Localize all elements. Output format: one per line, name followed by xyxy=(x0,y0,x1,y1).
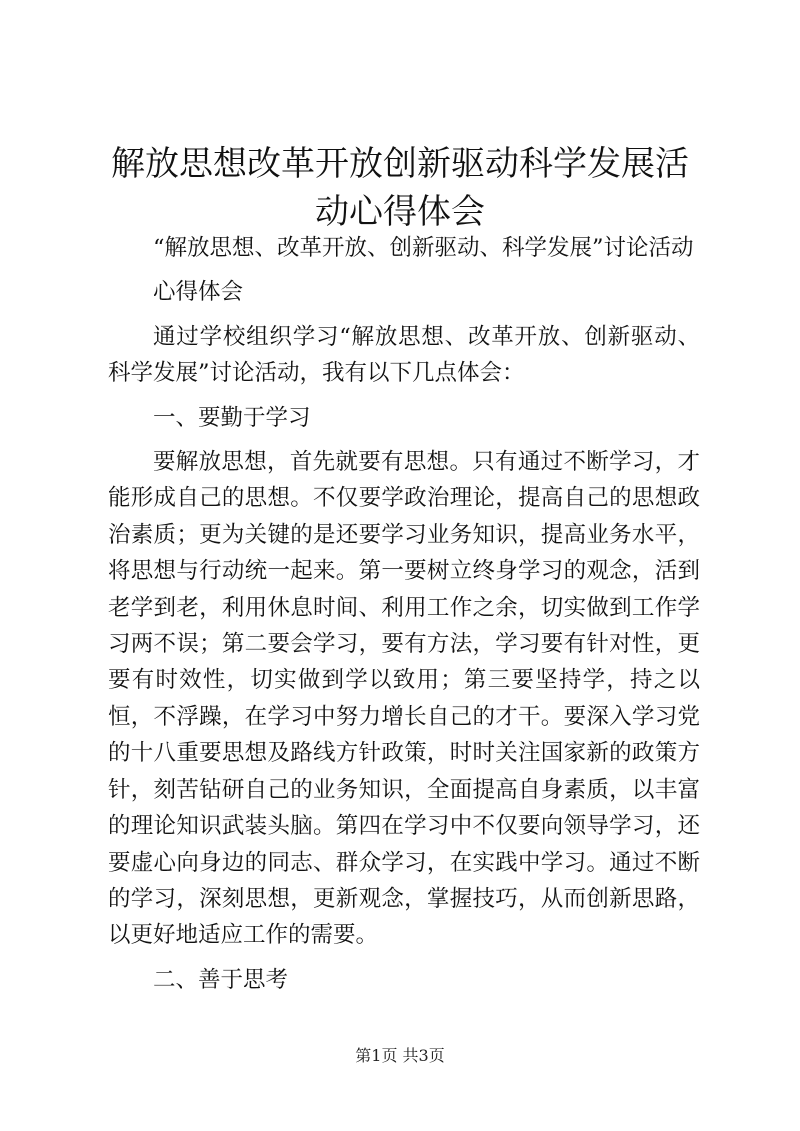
subtitle-line-2: 心得体会 xyxy=(153,279,244,306)
document-body xyxy=(108,230,700,998)
section-heading-2: 二、善于思考 xyxy=(153,966,289,993)
intro-paragraph: 通过学校组织学习“解放思想、改革开放、创新驱动、科学发展”讨论活动，我有以下几点体会： xyxy=(108,323,700,387)
page-footer: 第1页 共3页 xyxy=(355,1046,445,1065)
subtitle-line-1: “解放思想、改革开放、创新驱动、科学发展”讨论活动 xyxy=(153,235,694,261)
body-paragraph-1: 要解放思想，首先就要有思想。只有通过不断学习，才能形成自己的思想。不仅要学政治理论，提高自己的思想政治素质；更为关键的是还要学习业务知识，提高业务水平，将思想与行动统一起来。第一要树立终身学习的观念，活到老学到老，利用休息时间、利用工作之余，切实做到工作学习两不误；第二要会学习，要有方法，学习要有针对性，更要有时效性，切实做到学以致用；第三要坚持学，持之以恒，不浮躁，在学习中努力增长自己的才干。要深入学习党的十八重要思想及路线方针政策，时时关注国家新的政策方针，刻苦钻研自己的业务知识，全面提高自身素质，以丰富的理论知识武装头脑。第四在学习中不仅要向领导学习，还要虚心向身边的同志、群众学习，在实践中学习。通过不断的学习，深刻思想，更新观念，掌握技巧，从而创新思路，以更好地适应工作的需要。 xyxy=(108,449,700,949)
document-title: 解放思想改革开放创新驱动科学发展活动心得体会 xyxy=(111,144,689,232)
section-heading-1: 一、要勤于学习 xyxy=(153,404,311,431)
